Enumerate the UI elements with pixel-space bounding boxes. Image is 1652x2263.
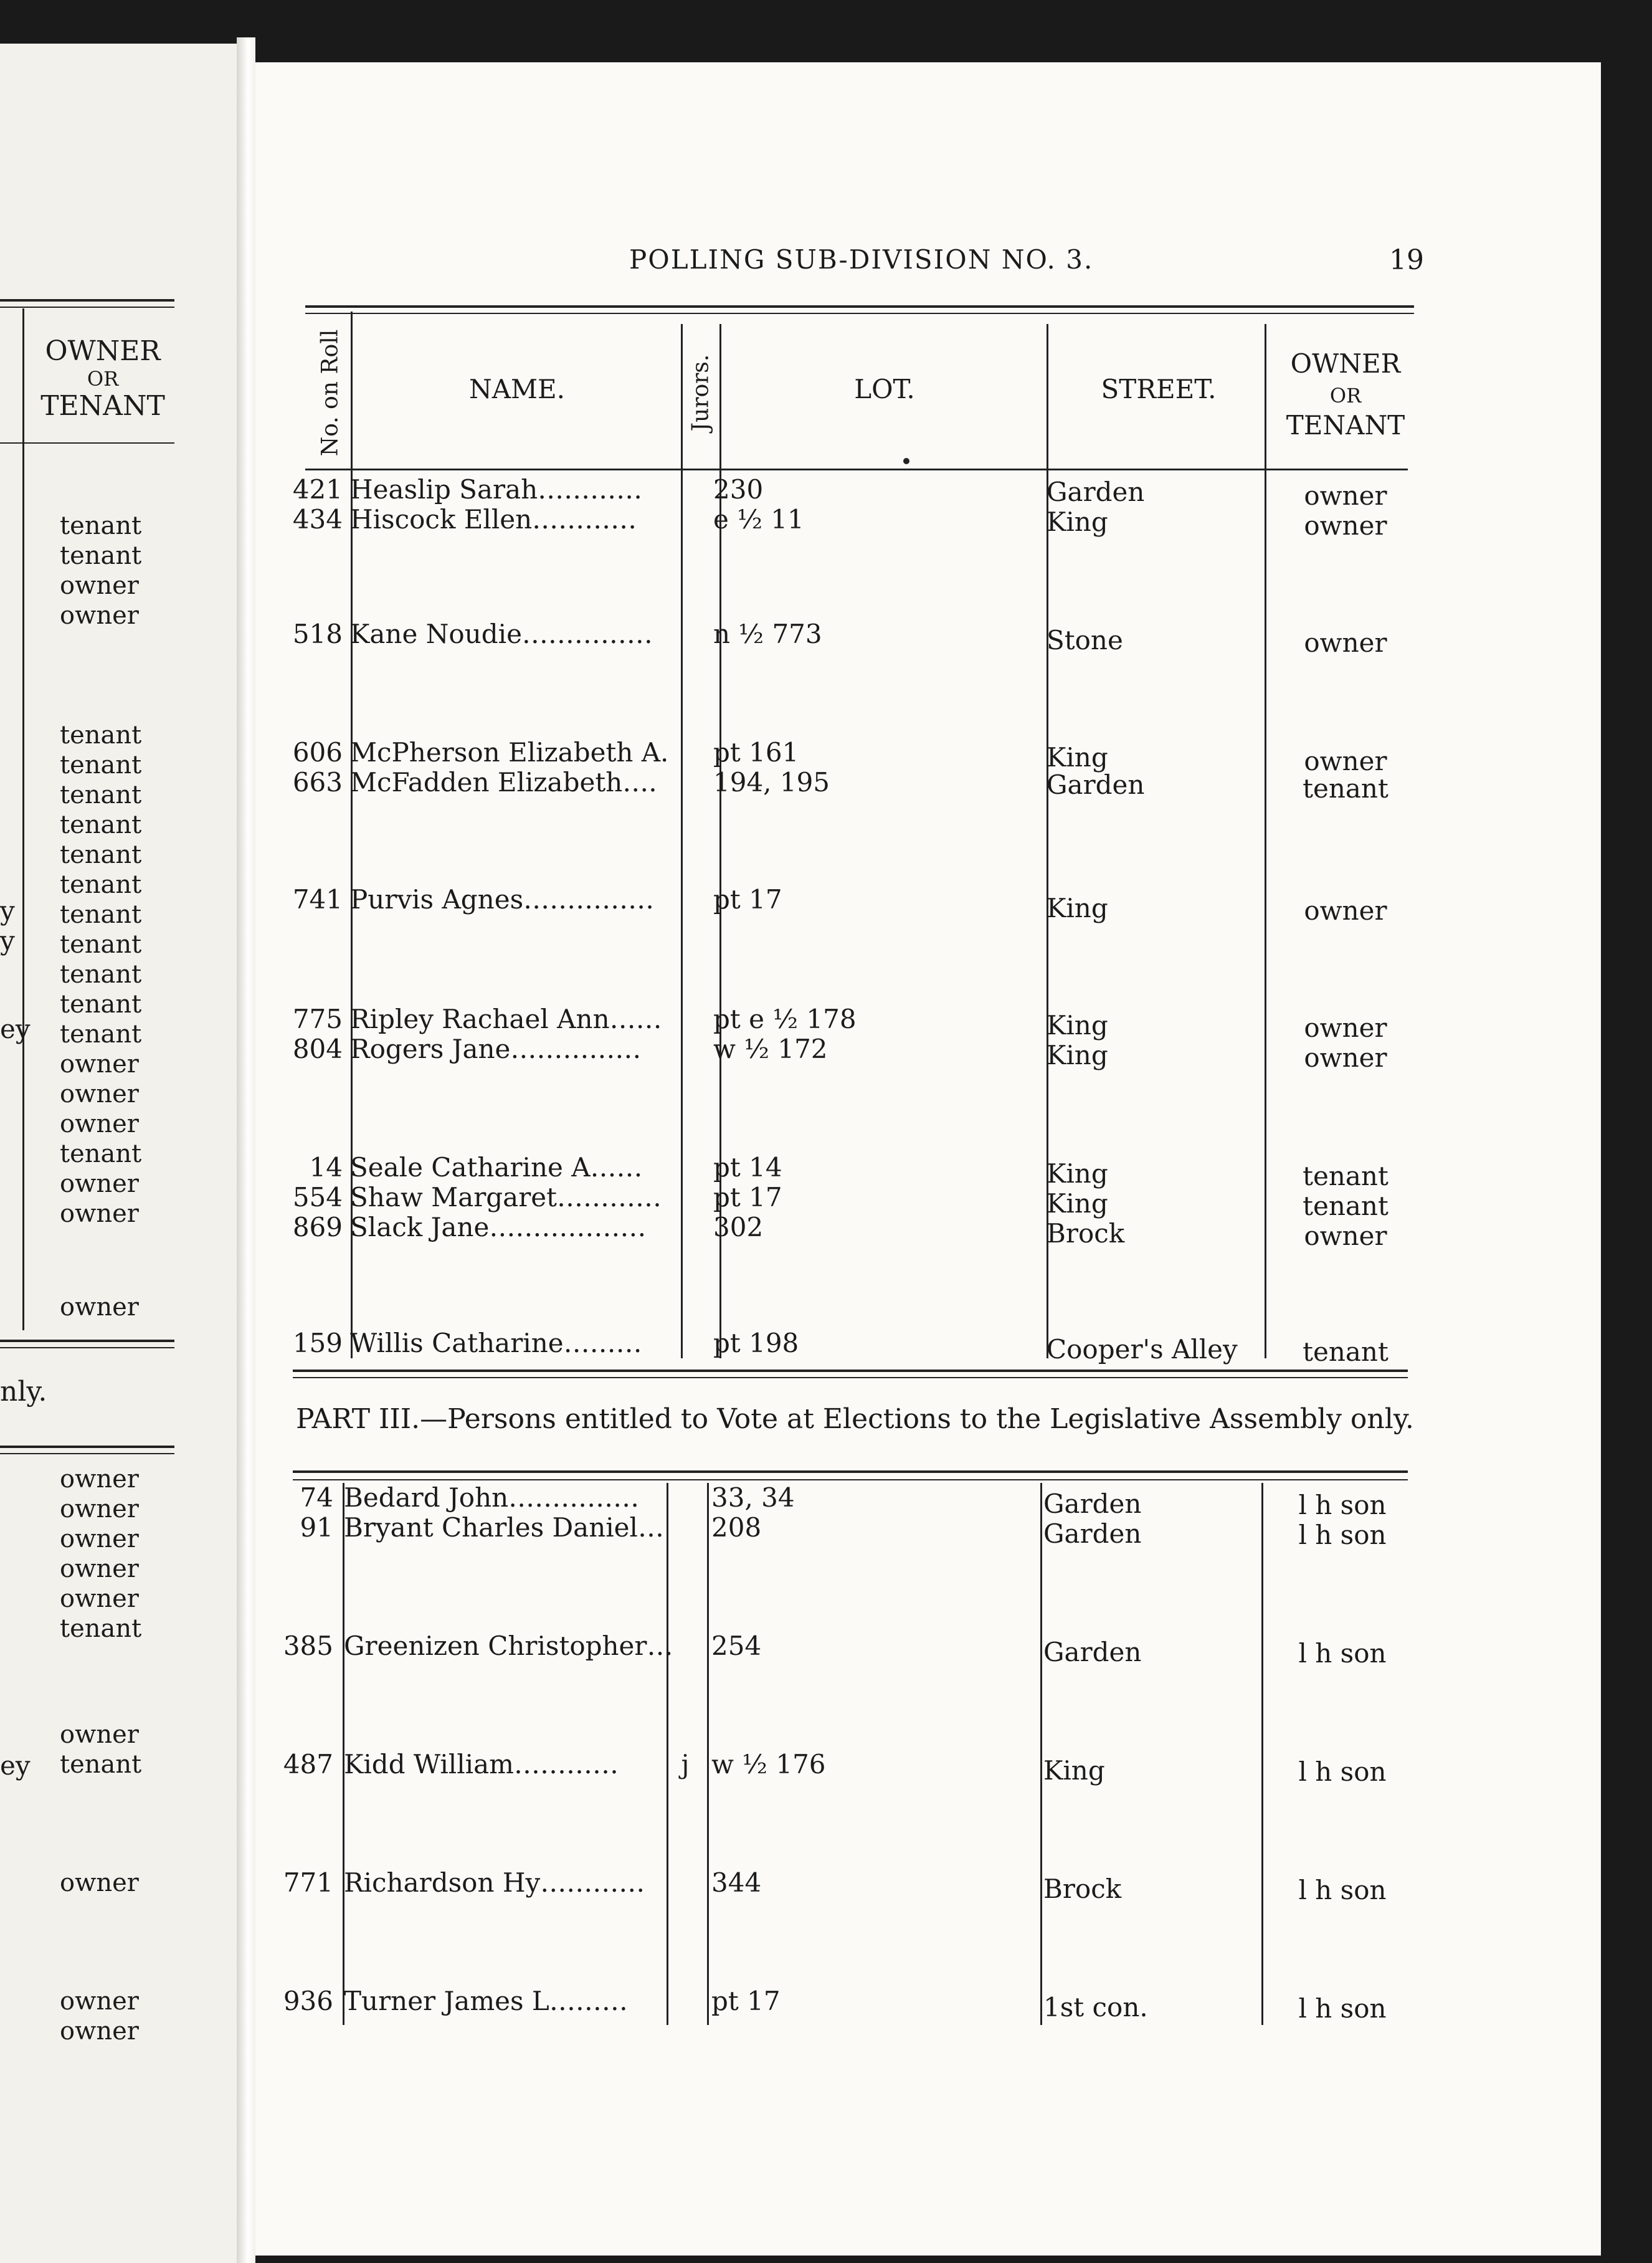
voter-name: Heaslip Sarah………… (350, 474, 643, 505)
lot-number: pt 198 (713, 1328, 799, 1358)
juror-mark: j (681, 1749, 690, 1779)
header-jurors: Jurors. (688, 354, 714, 431)
voter-name: Bedard John…………… (344, 1482, 640, 1513)
header-rule (305, 305, 1414, 308)
voter-name: Turner James L……… (344, 1986, 628, 2016)
column-divider (1261, 1483, 1263, 2025)
voter-name: Kidd William………… (344, 1749, 619, 1779)
lot-number: 302 (713, 1212, 764, 1242)
left-status: owner (60, 1584, 139, 1613)
roll-number: 74 (300, 1482, 333, 1513)
left-status: owner (60, 1465, 139, 1494)
owner-tenant-status: tenant (1303, 1336, 1389, 1367)
column-divider (22, 308, 24, 1330)
lot-number: pt 14 (713, 1152, 782, 1183)
lot-number: pt 17 (713, 1182, 782, 1212)
roll-number: 14 (309, 1152, 343, 1183)
voter-name: Slack Jane……………… (350, 1212, 647, 1242)
owner-tenant-status: owner (1304, 1042, 1387, 1073)
section-rule (293, 1370, 1408, 1372)
roll-number: 606 (292, 737, 343, 768)
street-name: Garden (1043, 1637, 1142, 1667)
left-status: tenant (60, 1140, 142, 1168)
street-name: King (1047, 1188, 1108, 1219)
left-status: owner (60, 1110, 139, 1138)
voter-name: Greenizen Christopher… (344, 1631, 673, 1661)
lot-number: 33, 34 (711, 1482, 795, 1513)
owner-tenant-status: owner (1304, 746, 1387, 776)
owner-tenant-status: tenant (1303, 1191, 1389, 1221)
page-number: 19 (1389, 244, 1424, 276)
left-status: tenant (60, 870, 142, 899)
lot-number: n ½ 773 (713, 619, 822, 649)
lot-number: pt 161 (713, 737, 799, 768)
rule (0, 442, 174, 444)
voter-name: McFadden Elizabeth…. (350, 767, 657, 798)
rule (0, 1347, 174, 1348)
left-fragment: y (0, 925, 15, 956)
owner-tenant-status: tenant (1303, 773, 1389, 804)
roll-number: 804 (292, 1034, 343, 1064)
left-status: owner (60, 1720, 139, 1749)
left-status: tenant (60, 751, 142, 779)
voter-name: Seale Catharine A…… (350, 1152, 643, 1183)
owner-tenant-status: l h son (1298, 1638, 1387, 1669)
roll-number: 385 (283, 1631, 333, 1661)
header-lot: LOT. (854, 374, 915, 404)
roll-number: 775 (292, 1004, 343, 1034)
column-divider (681, 324, 683, 1358)
lot-number: pt 17 (713, 884, 782, 915)
voter-name: McPherson Elizabeth A. (350, 737, 669, 768)
lot-number: 230 (713, 474, 764, 505)
left-status: owner (60, 1080, 139, 1108)
rule (0, 299, 174, 302)
rule (0, 307, 174, 308)
left-status: owner (60, 2017, 139, 2046)
header-name: NAME. (468, 374, 566, 404)
street-name: Garden (1047, 477, 1145, 507)
left-status: tenant (60, 960, 142, 989)
section-rule (293, 1479, 1408, 1480)
left-status: tenant (60, 1750, 142, 1779)
lot-number: w ½ 176 (711, 1749, 826, 1779)
owner-tenant-status: tenant (1303, 1161, 1389, 1191)
owner-tenant-status: owner (1304, 1012, 1387, 1043)
lot-number: e ½ 11 (713, 504, 804, 535)
left-status: owner (60, 1293, 139, 1322)
street-name: Brock (1047, 1218, 1125, 1249)
voter-name: Purvis Agnes…………… (350, 884, 655, 915)
header-owner-tenant: OWNER OR TENANT (1286, 348, 1405, 441)
lot-number: w ½ 172 (713, 1034, 828, 1064)
street-name: Cooper's Alley (1047, 1334, 1238, 1365)
left-fragment: ey (0, 1750, 31, 1781)
left-status: tenant (60, 541, 142, 570)
street-name: King (1047, 1010, 1108, 1041)
running-head: POLLING SUB-DIVISION NO. 3. (629, 244, 1094, 275)
roll-number: 518 (292, 619, 343, 649)
rule (0, 1453, 174, 1454)
owner-tenant-status: owner (1304, 895, 1387, 926)
left-status: tenant (60, 1614, 142, 1643)
owner-tenant-status: l h son (1298, 1875, 1387, 1905)
lot-number: 254 (711, 1631, 762, 1661)
owner-tenant-status: owner (1304, 510, 1387, 541)
owner-tenant-status: l h son (1298, 1520, 1387, 1550)
street-name: Garden (1047, 769, 1145, 800)
street-name: King (1047, 742, 1108, 773)
voter-name: Richardson Hy………… (344, 1867, 645, 1898)
column-divider (1040, 1483, 1042, 2025)
left-owner-header: OWNER OR TENANT (40, 335, 165, 422)
column-divider (707, 1483, 709, 2025)
street-name: Stone (1047, 625, 1123, 655)
lot-number: 344 (711, 1867, 762, 1898)
lot-number: 208 (711, 1512, 762, 1543)
street-name: King (1047, 1040, 1108, 1070)
owner-tenant-status: owner (1304, 480, 1387, 511)
rule (0, 1340, 174, 1342)
roll-number: 159 (292, 1328, 343, 1358)
section-rule (293, 1470, 1408, 1473)
left-status: owner (60, 1170, 139, 1198)
left-status: owner (60, 1199, 139, 1228)
voter-name: Willis Catharine……… (350, 1328, 642, 1358)
left-fragment: y (0, 895, 15, 926)
left-status: tenant (60, 721, 142, 750)
left-status: tenant (60, 811, 142, 839)
left-status: owner (60, 571, 139, 600)
street-name: Garden (1043, 1489, 1142, 1519)
voter-name: Kane Noudie…………… (350, 619, 653, 649)
owner-tenant-status: l h son (1298, 1756, 1387, 1787)
left-status: owner (60, 601, 139, 630)
street-name: King (1047, 893, 1108, 923)
street-name: King (1047, 1158, 1108, 1189)
left-status: tenant (60, 900, 142, 929)
header-bottom-rule (305, 469, 1408, 470)
section-rule (293, 1377, 1408, 1378)
left-status: owner (60, 1987, 139, 2016)
street-name: Garden (1043, 1518, 1142, 1549)
owner-tenant-status: l h son (1298, 1490, 1387, 1520)
page-gutter (237, 37, 255, 2263)
roll-number: 771 (283, 1867, 333, 1898)
voter-name: Ripley Rachael Ann…… (350, 1004, 662, 1034)
left-fragment: ey (0, 1014, 31, 1044)
left-status: owner (60, 1555, 139, 1583)
left-status: tenant (60, 841, 142, 869)
street-name: Brock (1043, 1874, 1122, 1904)
street-name: 1st con. (1043, 1992, 1148, 2022)
lot-number: pt e ½ 178 (713, 1004, 857, 1034)
header-no-on-roll: No. on Roll (317, 329, 343, 456)
owner-tenant-status: owner (1304, 1221, 1387, 1251)
left-page-fragment (0, 44, 237, 2263)
owner-tenant-status: owner (1304, 627, 1387, 658)
left-status: owner (60, 1050, 139, 1079)
header-rule (305, 313, 1414, 314)
left-status: tenant (60, 1020, 142, 1049)
roll-number: 434 (292, 504, 343, 535)
owner-tenant-status: l h son (1298, 1993, 1387, 2024)
column-divider (667, 1483, 668, 2025)
roll-number: 741 (292, 884, 343, 915)
roll-number: 554 (292, 1182, 343, 1212)
roll-number: 936 (283, 1986, 333, 2016)
roll-number: 663 (292, 767, 343, 798)
print-mark (903, 458, 909, 464)
left-fragment-only: nly. (0, 1376, 47, 1408)
left-status: tenant (60, 990, 142, 1019)
roll-number: 421 (292, 474, 343, 505)
roll-number: 91 (300, 1512, 333, 1543)
left-status: owner (60, 1495, 139, 1523)
roll-number: 869 (292, 1212, 343, 1242)
part3-title: PART III.—Persons entitled to Vote at Elections to the Legislative Assembly only. (296, 1403, 1414, 1435)
street-name: King (1047, 507, 1108, 537)
rule (0, 1446, 174, 1448)
lot-number: pt 17 (711, 1986, 781, 2016)
voter-name: Hiscock Ellen………… (350, 504, 637, 535)
voter-name: Shaw Margaret………… (350, 1182, 662, 1212)
left-status: tenant (60, 512, 142, 540)
voter-name: Bryant Charles Daniel… (344, 1512, 664, 1543)
left-status: tenant (60, 781, 142, 809)
left-status: owner (60, 1869, 139, 1897)
voter-name: Rogers Jane…………… (350, 1034, 642, 1064)
header-street: STREET. (1101, 374, 1217, 404)
street-name: King (1043, 1755, 1105, 1786)
lot-number: 194, 195 (713, 767, 830, 798)
left-status: tenant (60, 930, 142, 959)
roll-number: 487 (283, 1749, 333, 1779)
left-status: owner (60, 1525, 139, 1553)
